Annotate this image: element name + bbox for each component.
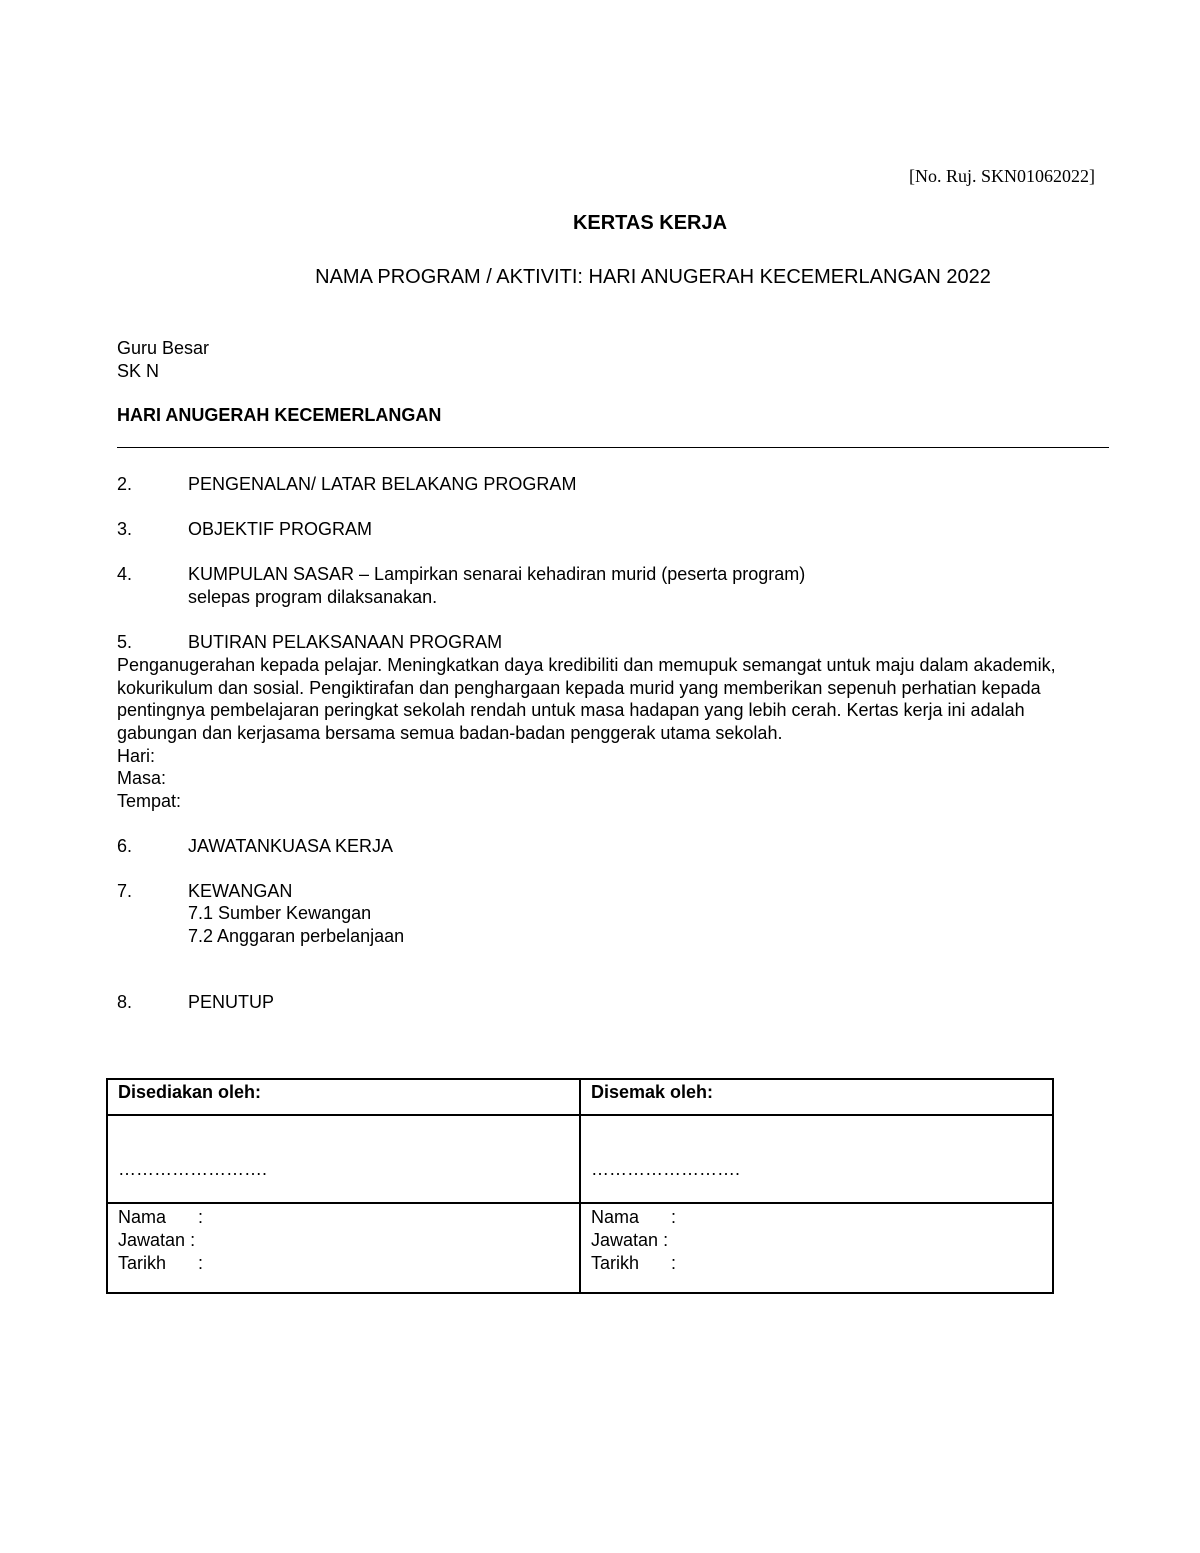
signature-cell-left bbox=[107, 1115, 580, 1203]
section-number: 7. bbox=[117, 881, 133, 901]
signature-table bbox=[106, 1078, 1054, 1294]
section-number: 4. bbox=[117, 564, 133, 584]
section-title-pengenalan: PENGENALAN/ LATAR BELAKANG PROGRAM bbox=[188, 474, 577, 494]
paragraph-line: Penganugerahan kepada pelajar. Meningkatkan daya kredibiliti dan memupuk semangat untuk maju dalam akademik, bbox=[117, 655, 1056, 675]
nama-label: Nama bbox=[591, 1207, 640, 1227]
colon: : bbox=[190, 1230, 196, 1250]
subject-heading: HARI ANUGERAH KECEMERLANGAN bbox=[117, 405, 442, 425]
document-title: KERTAS KERJA bbox=[572, 212, 728, 234]
section-title-jawatankuasa: JAWATANKUASA KERJA bbox=[188, 836, 394, 856]
program-name: NAMA PROGRAM / AKTIVITI: HARI ANUGERAH KECEMERLANGAN 2022 bbox=[315, 266, 991, 288]
recipient-school: SK N bbox=[117, 361, 160, 381]
section-number: 8. bbox=[117, 992, 133, 1012]
jawatan-label: Jawatan bbox=[118, 1230, 186, 1250]
section-title-objektif: OBJEKTIF PROGRAM bbox=[188, 519, 373, 539]
section-title-kewangan: KEWANGAN bbox=[188, 881, 293, 901]
details-cell-right bbox=[580, 1203, 1053, 1293]
subsection-anggaran: 7.2 Anggaran perbelanjaan bbox=[188, 926, 405, 946]
field-tempat: Tempat: bbox=[117, 791, 182, 811]
section-number: 6. bbox=[117, 836, 133, 856]
reference-number: [No. Ruj. SKN01062022] bbox=[908, 166, 1095, 186]
divider bbox=[117, 447, 1109, 448]
tarikh-label: Tarikh bbox=[591, 1253, 640, 1273]
subsection-sumber-kewangan: 7.1 Sumber Kewangan bbox=[188, 903, 372, 923]
section-number: 3. bbox=[117, 519, 133, 539]
field-masa: Masa: bbox=[117, 768, 167, 788]
tarikh-label: Tarikh bbox=[118, 1253, 167, 1273]
colon: : bbox=[663, 1230, 669, 1250]
section-title-kumpulan-sasar-cont: selepas program dilaksanakan. bbox=[188, 587, 438, 607]
recipient-title: Guru Besar bbox=[117, 338, 210, 358]
colon: : bbox=[671, 1207, 677, 1227]
checked-by-header: Disemak oleh: bbox=[580, 1079, 1053, 1115]
paragraph-line: pentingnya pembelajaran peringkat sekolah rendah untuk masa hadapan yang lebih cerah. Kertas kerja ini adalah bbox=[117, 700, 1025, 720]
signature-cell-right bbox=[580, 1115, 1053, 1203]
field-hari: Hari: bbox=[117, 746, 156, 766]
prepared-by-header: Disediakan oleh: bbox=[107, 1079, 580, 1115]
section-number: 2. bbox=[117, 474, 133, 494]
jawatan-label: Jawatan bbox=[591, 1230, 659, 1250]
section-number: 5. bbox=[117, 632, 133, 652]
signature-line: ……………………. bbox=[118, 1159, 268, 1179]
section-title-penutup: PENUTUP bbox=[188, 992, 275, 1012]
paragraph-line: kokurikulum dan sosial. Pengiktirafan dan penghargaan kepada murid yang memberikan sepenuh perhatian kepada bbox=[117, 678, 1041, 698]
section-title-kumpulan-sasar: KUMPULAN SASAR – Lampirkan senarai kehadiran murid (peserta program) bbox=[188, 564, 806, 584]
nama-label: Nama bbox=[118, 1207, 167, 1227]
section-title-butiran: BUTIRAN PELAKSANAAN PROGRAM bbox=[188, 632, 503, 652]
paragraph-line: gabungan dan kerjasama bersama semua badan-badan penggerak utama sekolah. bbox=[117, 723, 783, 743]
details-cell-left bbox=[107, 1203, 580, 1293]
colon: : bbox=[198, 1253, 204, 1273]
signature-line: ……………………. bbox=[591, 1159, 741, 1179]
colon: : bbox=[671, 1253, 677, 1273]
colon: : bbox=[198, 1207, 204, 1227]
